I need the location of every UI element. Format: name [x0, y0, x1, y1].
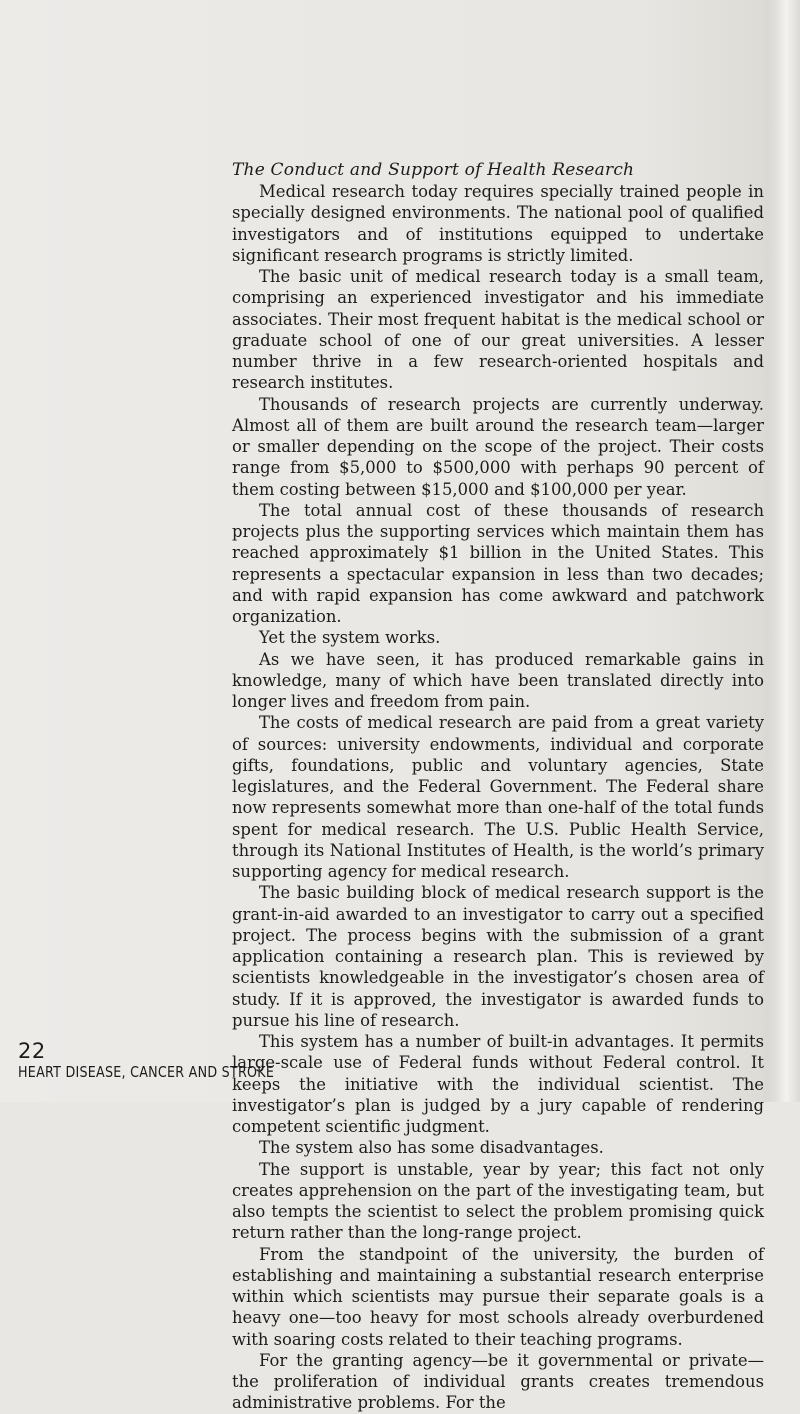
page-number: 22	[18, 1039, 46, 1063]
paragraph: The costs of medical research are paid from a great variety of sources: university endowments, individual and corporate gifts, foundations, public and voluntary agencies, State legislatures, and the Federal Government. The Federal share now represents somewhat more than one-half of the total funds spent for medical research. The U.S. Public Health Service, through its National Institutes of Health, is the world’s primary supporting agency for medical research.	[232, 713, 764, 881]
paragraph: The basic unit of medical research today is a small team, comprising an experienced investigator and his immediate associates. Their most frequent habitat is the medical school or graduate school of one of our great universities. A lesser number thrive in a few research-oriented hospitals and research institutes.	[232, 267, 764, 393]
paragraph: The total annual cost of these thousands of research projects plus the supporting services which maintain them has reached approximately $1 billion in the United States. This represents a spectacular expansion in less than two decades; and with rapid expansion has come awkward and patchwork organization.	[232, 500, 764, 626]
paragraph: The support is unstable, year by year; this fact not only creates apprehension on the part of the investigating team, but also tempts the scientist to select the problem promising quick return rather than the long-range project.	[232, 1159, 764, 1243]
paragraph: From the standpoint of the university, the burden of establishing and maintaining a substantial research enterprise within which scientists may pursue their separate goals is a heavy one—too heavy for most schools already overburdened with soaring costs related to their teaching programs.	[232, 1244, 764, 1349]
paragraph: The basic building block of medical research support is the grant-in-aid awarded to an investigator to carry out a specified project. The process begins with the submission of a grant application containing a research plan. This is reviewed by scientists knowledgeable in the investigator’s chosen area of study. If it is approved, the investigator is awarded funds to pursue his line of research.	[232, 883, 764, 1030]
paragraph: Thousands of research projects are currently underway. Almost all of them are built around the research team—larger or smaller depending on the scope of the project. Their costs range from $5,000 to $500,000 with perhaps 90 percent of them costing between $15,000 and $100,000 per year.	[232, 394, 764, 499]
paragraph: The system also has some disadvantages.	[259, 1138, 604, 1158]
paragraph: For the granting agency—be it governmental or private—the proliferation of individual grants creates tremendous administrative problems. For the	[232, 1350, 764, 1413]
paragraph: Yet the system works.	[259, 628, 441, 648]
paragraph: Medical research today requires specially trained people in specially designed environments. The national pool of qualified investigators and of institutions equipped to undertake significant research programs is strictly limited.	[232, 182, 764, 265]
paragraph: This system has a number of built-in advantages. It permits large-scale use of Federal funds without Federal control. It keeps the initiative with the individual scientist. The investigator’s plan is judged by a jury capable of rendering competent scientific judgment.	[232, 1032, 764, 1136]
section-heading: The Conduct and Support of Health Research	[232, 160, 635, 180]
running-title: HEART DISEASE, CANCER AND STROKE	[18, 1063, 275, 1081]
paragraph: As we have seen, it has produced remarkable gains in knowledge, many of which have been translated directly into longer lives and freedom from pain.	[232, 649, 764, 711]
body-text	[232, 181, 764, 1414]
